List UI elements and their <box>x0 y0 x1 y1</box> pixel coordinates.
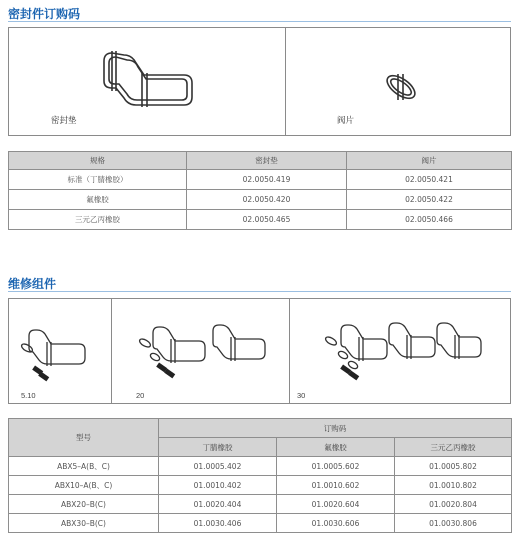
panel-divider <box>111 299 112 403</box>
table-row <box>9 457 512 476</box>
kit-20-illustration <box>131 321 281 383</box>
cell-model: ABX5–A(B、C) <box>9 457 159 476</box>
caption-kit-5-10: 5.10 <box>21 391 36 400</box>
kit-30-illustration <box>319 319 489 385</box>
cell-valve-code: 02.0050.421 <box>347 170 512 190</box>
valve-plate-illustration <box>381 70 421 104</box>
table-row <box>9 210 512 230</box>
caption-kit-20: 20 <box>136 391 145 400</box>
cell-epdm-code: 01.0030.806 <box>395 514 512 533</box>
panel-divider <box>289 299 290 403</box>
cell-gasket-code: 02.0050.420 <box>187 190 347 210</box>
seal-order-table <box>8 151 512 230</box>
table-row <box>9 190 512 210</box>
table-header-row <box>9 419 512 438</box>
header-nbr: 丁腈橡胶 <box>159 438 277 457</box>
cell-gasket-code: 02.0050.419 <box>187 170 347 190</box>
caption-kit-30: 30 <box>297 391 306 400</box>
table-row <box>9 170 512 190</box>
header-spec: 规格 <box>9 152 187 170</box>
panel-divider <box>285 28 286 135</box>
cell-spec: 氟橡胶 <box>9 190 187 210</box>
caption-gasket: 密封垫 <box>51 116 77 126</box>
cell-fkm-code: 01.0010.602 <box>277 476 395 495</box>
section-title-repair-kits: 维修组件 <box>8 277 57 291</box>
seal-illustration-panel <box>8 27 511 136</box>
cell-fkm-code: 01.0005.602 <box>277 457 395 476</box>
cell-fkm-code: 01.0020.604 <box>277 495 395 514</box>
table-header-row <box>9 152 512 170</box>
cell-fkm-code: 01.0030.606 <box>277 514 395 533</box>
table-row <box>9 514 512 533</box>
table-row <box>9 476 512 495</box>
cell-model: ABX30–B(C) <box>9 514 159 533</box>
cell-epdm-code: 01.0005.802 <box>395 457 512 476</box>
cell-epdm-code: 01.0020.804 <box>395 495 512 514</box>
kit-5-10-illustration <box>17 324 97 384</box>
cell-model: ABX20–B(C) <box>9 495 159 514</box>
header-fkm: 氟橡胶 <box>277 438 395 457</box>
cell-model: ABX10–A(B、C) <box>9 476 159 495</box>
header-epdm: 三元乙丙橡胶 <box>395 438 512 457</box>
cell-spec: 标准（丁腈橡胶） <box>9 170 187 190</box>
section-divider <box>8 291 511 292</box>
section-title-seals: 密封件订购码 <box>8 7 81 21</box>
cell-spec: 三元乙丙橡胶 <box>9 210 187 230</box>
header-order-code: 订购码 <box>159 419 512 438</box>
cell-gasket-code: 02.0050.465 <box>187 210 347 230</box>
header-model: 型号 <box>9 419 159 457</box>
cell-nbr-code: 01.0020.404 <box>159 495 277 514</box>
table-row <box>9 495 512 514</box>
caption-valve-plate: 阀片 <box>337 116 355 126</box>
header-valve-plate: 阀片 <box>347 152 512 170</box>
cell-nbr-code: 01.0030.406 <box>159 514 277 533</box>
header-gasket: 密封垫 <box>187 152 347 170</box>
cell-epdm-code: 01.0010.802 <box>395 476 512 495</box>
cell-valve-code: 02.0050.466 <box>347 210 512 230</box>
cell-nbr-code: 01.0010.402 <box>159 476 277 495</box>
repair-kit-illustration-panel <box>8 298 511 404</box>
section-divider <box>8 21 511 22</box>
gasket-illustration <box>94 43 204 118</box>
cell-valve-code: 02.0050.422 <box>347 190 512 210</box>
cell-nbr-code: 01.0005.402 <box>159 457 277 476</box>
repair-kit-order-table <box>8 418 512 533</box>
